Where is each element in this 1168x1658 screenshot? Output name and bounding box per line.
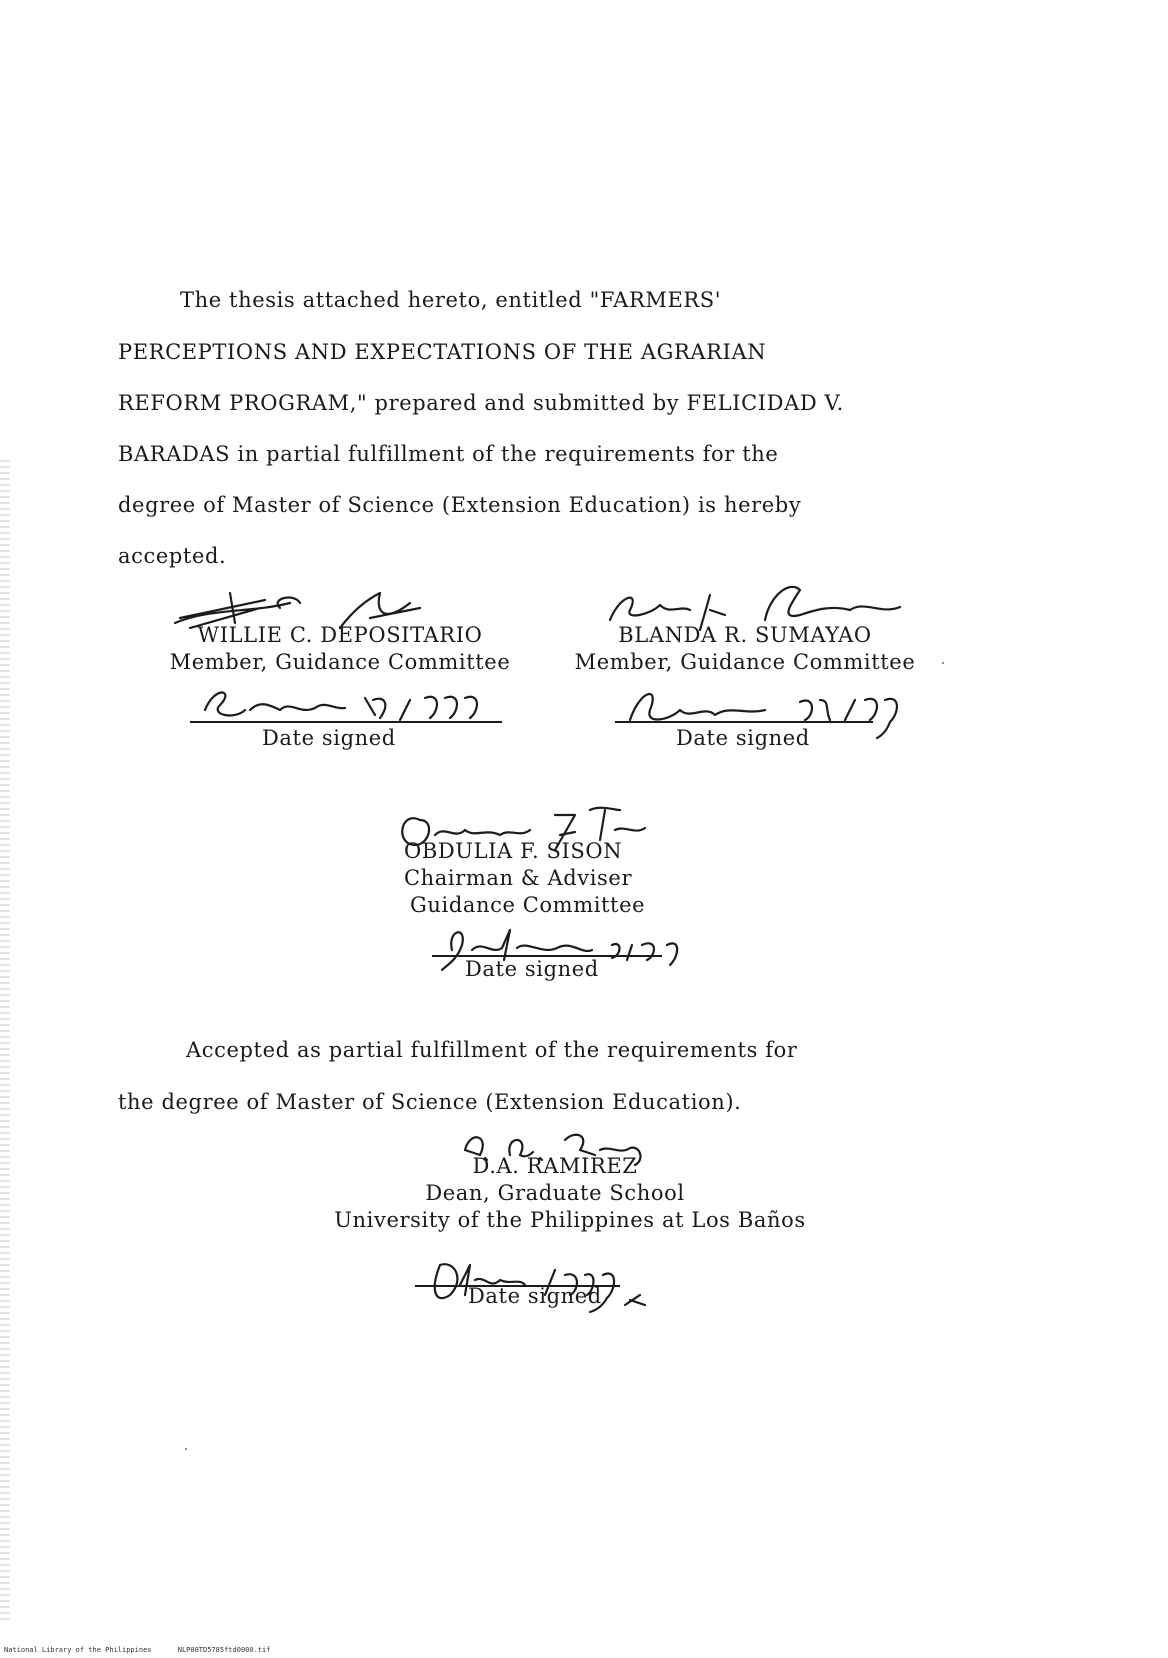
date-label-sumayao: Date signed (676, 726, 810, 750)
date-line-sumayao (615, 721, 873, 723)
date-line-depositario (190, 721, 502, 723)
chairman-name: OBDULIA F. SISON (404, 839, 623, 863)
member-role: Member, Guidance Committee (169, 650, 511, 674)
member-name: WILLIE C. DEPOSITARIO (197, 623, 483, 647)
date-label-depositario: Date signed (262, 726, 396, 750)
acceptance-line-4: BARADAS in partial fulfillment of the requirements for the (118, 442, 779, 466)
dean-role-2: University of the Philippines at Los Baños (334, 1208, 806, 1232)
footer-filename: NLP00TD5785ftd0000.tif (177, 1646, 271, 1654)
member-role: Member, Guidance Committee (574, 650, 916, 674)
acceptance-line-6: accepted. (118, 544, 227, 568)
acceptance-line-5: degree of Master of Science (Extension Education) is hereby (118, 493, 802, 517)
acceptance-line-2: PERCEPTIONS AND EXPECTATIONS OF THE AGRARIAN (118, 340, 767, 364)
dean-name: D.A. RAMIREZ (472, 1154, 638, 1178)
date-label-sison: Date signed (465, 957, 599, 981)
dean-role-1: Dean, Graduate School (425, 1181, 685, 1205)
final-acceptance-paragraph (118, 1038, 998, 1118)
dean-block (290, 1153, 850, 1234)
footer-library: National Library of the Philippines (4, 1646, 152, 1654)
chairman-role-1: Chairman & Adviser (404, 866, 633, 890)
acceptance-line-1: The thesis attached hereto, entitled "FARMERS' (180, 288, 722, 312)
chairman-block (380, 838, 680, 919)
scan-speck (942, 662, 944, 664)
member-block-depositario (150, 622, 530, 676)
date-label-ramirez: Date signed (468, 1284, 602, 1308)
member-block-sumayao (550, 622, 940, 676)
final-line-1: Accepted as partial fulfillment of the requirements for (186, 1038, 798, 1062)
acceptance-paragraph (118, 288, 998, 588)
scan-footer (4, 1646, 292, 1654)
scan-speck (185, 1448, 187, 1450)
final-line-2: the degree of Master of Science (Extension Education). (118, 1090, 742, 1114)
scan-edge-artifact (0, 460, 10, 1620)
chairman-role-2: Guidance Committee (410, 893, 646, 917)
acceptance-line-3: REFORM PROGRAM," prepared and submitted by FELICIDAD V. (118, 391, 844, 415)
member-name: BLANDA R. SUMAYAO (618, 623, 872, 647)
